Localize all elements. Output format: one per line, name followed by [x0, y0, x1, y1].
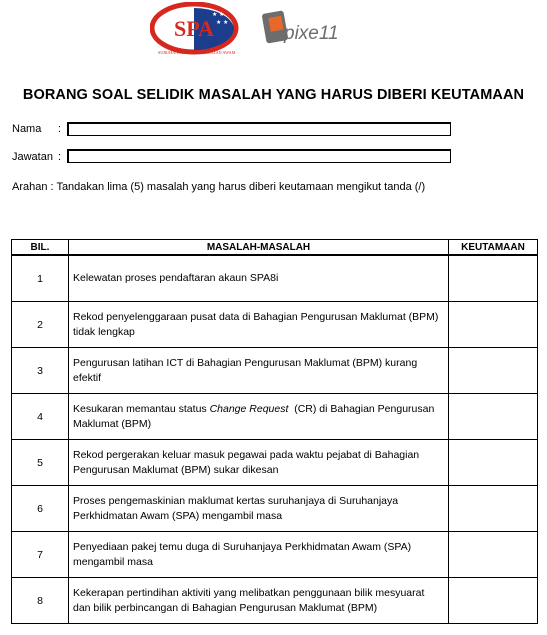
pixel-logo: [262, 8, 352, 52]
name-colon: :: [58, 123, 62, 135]
jawatan-colon: :: [58, 151, 62, 163]
row-keutamaan-cell[interactable]: [449, 302, 538, 348]
instruction-text: Arahan : Tandakan lima (5) masalah yang harus diberi keutamaan mengikut tanda (/): [12, 181, 426, 193]
table-row: [12, 255, 538, 302]
row-masalah: Kelewatan proses pendaftaran akaun SPA8i: [69, 255, 449, 302]
row-masalah-post: (CR) di Bahagian Pengurusan Maklumat (BPM): [73, 402, 438, 430]
row-masalah: Rekod pergerakan keluar masuk pegawai pada waktu pejabat di Bahagian Pengurusan Maklumat (BPM) sukar dikesan: [69, 440, 449, 486]
row-bil: 6: [12, 486, 69, 532]
form-title: BORANG SOAL SELIDIK MASALAH YANG HARUS DIBERI KEUTAMAAN: [22, 87, 525, 103]
row-keutamaan-cell[interactable]: [449, 348, 538, 394]
row-masalah-pre: Kesukaran memantau status: [73, 402, 210, 415]
row-masalah: Proses pengemaskinian maklumat kertas suruhanjaya di Suruhanjaya Perkhidmatan Awam (SPA) mengambil masa: [69, 486, 449, 532]
row-bil: 2: [12, 302, 69, 348]
row-keutamaan-cell[interactable]: [449, 532, 538, 578]
table-row: [12, 348, 538, 394]
header-keutamaan: KEUTAMAAN: [449, 240, 538, 256]
row-keutamaan-cell[interactable]: [449, 578, 538, 624]
row-masalah: Penyediaan pakej temu duga di Suruhanjaya Perkhidmatan Awam (SPA) mengambil masa: [69, 532, 449, 578]
row-masalah: Pengurusan latihan ICT di Bahagian Pengurusan Maklumat (BPM) kurang efektif: [69, 348, 449, 394]
row-bil: 7: [12, 532, 69, 578]
svg-text:★ ★: ★ ★: [216, 20, 229, 26]
spa-logo-text: SPA: [174, 16, 214, 41]
row-keutamaan-cell[interactable]: [449, 440, 538, 486]
row-keutamaan-cell[interactable]: [449, 255, 538, 302]
header-masalah: MASALAH-MASALAH: [69, 240, 449, 256]
row-bil: 8: [12, 578, 69, 624]
table-row: [12, 486, 538, 532]
row-keutamaan-cell[interactable]: [449, 394, 538, 440]
name-label: Nama: [12, 123, 42, 135]
jawatan-label: Jawatan: [12, 151, 53, 163]
table-header-row: [12, 240, 538, 256]
name-field[interactable]: [67, 122, 451, 136]
jawatan-field[interactable]: [67, 149, 451, 163]
row-masalah: [69, 394, 449, 440]
table-row: [12, 578, 538, 624]
row-bil: 4: [12, 394, 69, 440]
row-keutamaan-cell[interactable]: [449, 486, 538, 532]
table-row: [12, 394, 538, 440]
spa-logo-ring-text: SURUHANJAYA PERKHIDMATAN AWAM: [158, 50, 236, 55]
row-masalah: Rekod penyelenggaraan pusat data di Bahagian Pengurusan Maklumat (BPM) tidak lengkap: [69, 302, 449, 348]
row-bil: 1: [12, 255, 69, 302]
header-logos: [0, 0, 547, 70]
row-bil: 3: [12, 348, 69, 394]
table-row: [12, 440, 538, 486]
row-masalah-em: Change Request: [209, 402, 289, 415]
table-row: [12, 302, 538, 348]
table-row: [12, 532, 538, 578]
pixel-logo-text: pixe11: [284, 23, 339, 44]
row-masalah: Kekerapan pertindihan aktiviti yang melibatkan penggunaan bilik mesyuarat dan bilik perbincangan di Bahagian Pengurusan Maklumat (BPM): [69, 578, 449, 624]
spa-logo: [150, 2, 242, 56]
row-bil: 5: [12, 440, 69, 486]
survey-table: [11, 239, 538, 624]
svg-text:★ ★: ★ ★: [212, 12, 225, 18]
header-bil: BIL.: [12, 240, 69, 256]
